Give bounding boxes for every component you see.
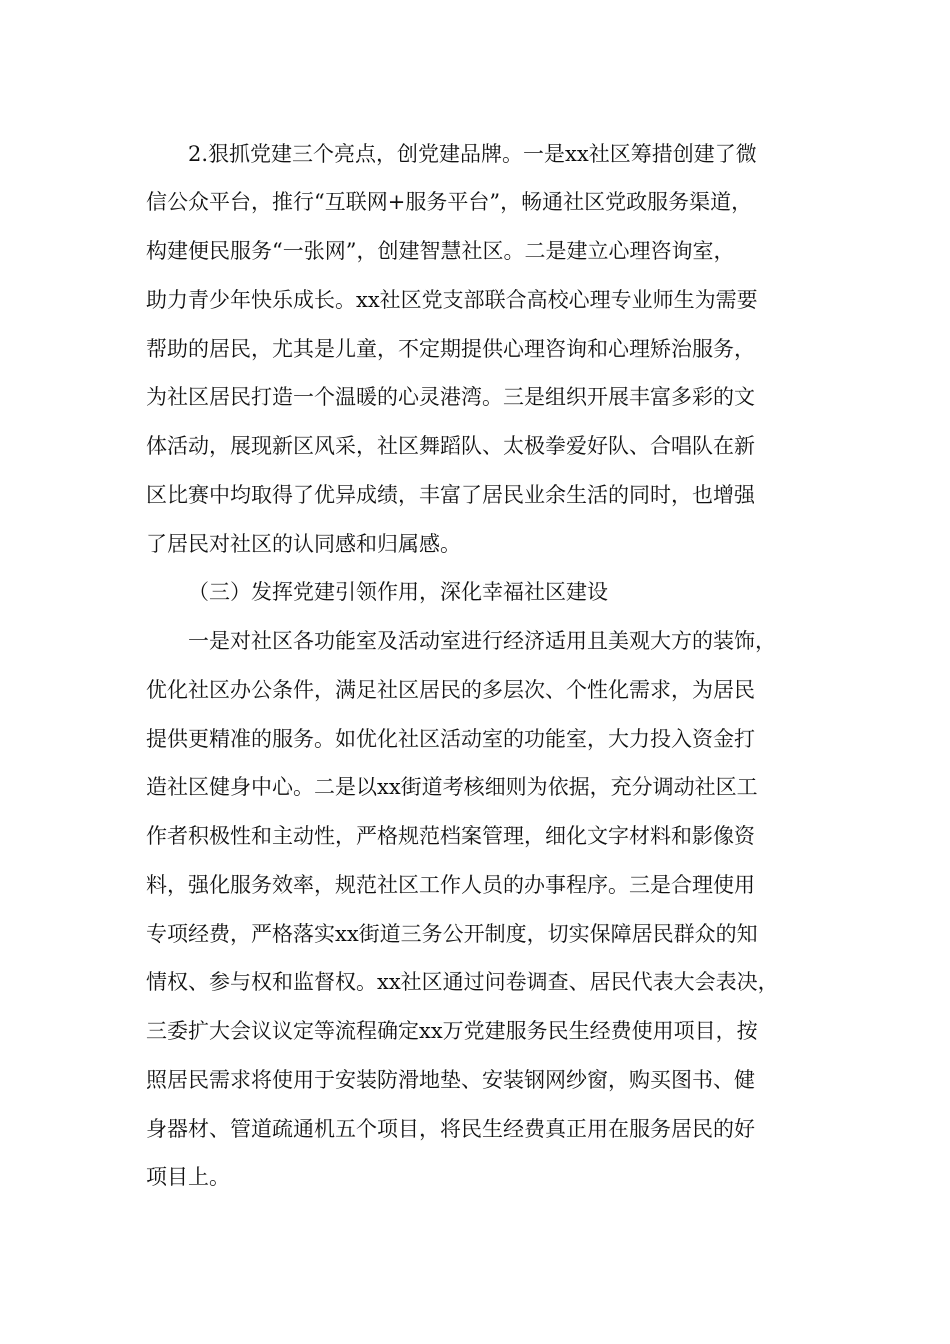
paragraph-1-line-7: 体活动，展现新区风采，社区舞蹈队、太极拳爱好队、合唱队在新 [146, 434, 755, 458]
paragraph-2-line-2: 优化社区办公条件，满足社区居民的多层次、个性化需求，为居民 [146, 678, 755, 702]
paragraph-1-line-9: 了居民对社区的认同感和归属感。 [146, 532, 461, 556]
paragraph-1-line-2: 信公众平台，推行“互联网+服务平台”，畅通社区党政服务渠道， [146, 190, 753, 214]
paragraph-1-line-1: 2.狠抓党建三个亮点，创党建品牌。一是xx社区筹措创建了微 [188, 142, 757, 166]
paragraph-1-line-6: 为社区居民打造一个温暖的心灵港湾。三是组织开展丰富多彩的文 [146, 385, 755, 409]
paragraph-2-line-12: 项目上。 [146, 1165, 230, 1189]
paragraph-1-line-4: 助力青少年快乐成长。xx社区党支部联合高校心理专业师生为需要 [146, 288, 758, 312]
paragraph-2-line-3: 提供更精准的服务。如优化社区活动室的功能室，大力投入资金打 [146, 727, 755, 751]
paragraph-2-line-6: 料，强化服务效率，规范社区工作人员的办事程序。三是合理使用 [146, 873, 755, 897]
paragraph-2-line-5: 作者积极性和主动性，严格规范档案管理，细化文字材料和影像资 [146, 824, 755, 848]
paragraph-2-line-1: 一是对社区各功能室及活动室进行经济适用且美观大方的装饰， [188, 629, 776, 653]
paragraph-2-line-8: 情权、参与权和监督权。xx社区通过问卷调查、居民代表大会表决， [146, 970, 779, 994]
paragraph-1-line-8: 区比赛中均取得了优异成绩，丰富了居民业余生活的同时，也增强 [146, 483, 755, 507]
paragraph-1-line-3: 构建便民服务“一张网”，创建智慧社区。二是建立心理咨询室， [146, 239, 735, 263]
paragraph-2-line-10: 照居民需求将使用于安装防滑地垫、安装钢网纱窗，购买图书、健 [146, 1068, 755, 1092]
section-heading: （三）发挥党建引领作用，深化幸福社区建设 [188, 580, 608, 604]
paragraph-2-line-9: 三委扩大会议议定等流程确定xx万党建服务民生经费使用项目，按 [146, 1019, 758, 1043]
paragraph-2-line-11: 身器材、管道疏通机五个项目，将民生经费真正用在服务居民的好 [146, 1117, 755, 1141]
paragraph-2-line-7: 专项经费，严格落实xx街道三务公开制度，切实保障居民群众的知 [146, 922, 758, 946]
paragraph-2-line-4: 造社区健身中心。二是以xx街道考核细则为依据，充分调动社区工 [146, 775, 758, 799]
paragraph-1-line-5: 帮助的居民，尤其是儿童，不定期提供心理咨询和心理矫治服务， [146, 337, 755, 361]
